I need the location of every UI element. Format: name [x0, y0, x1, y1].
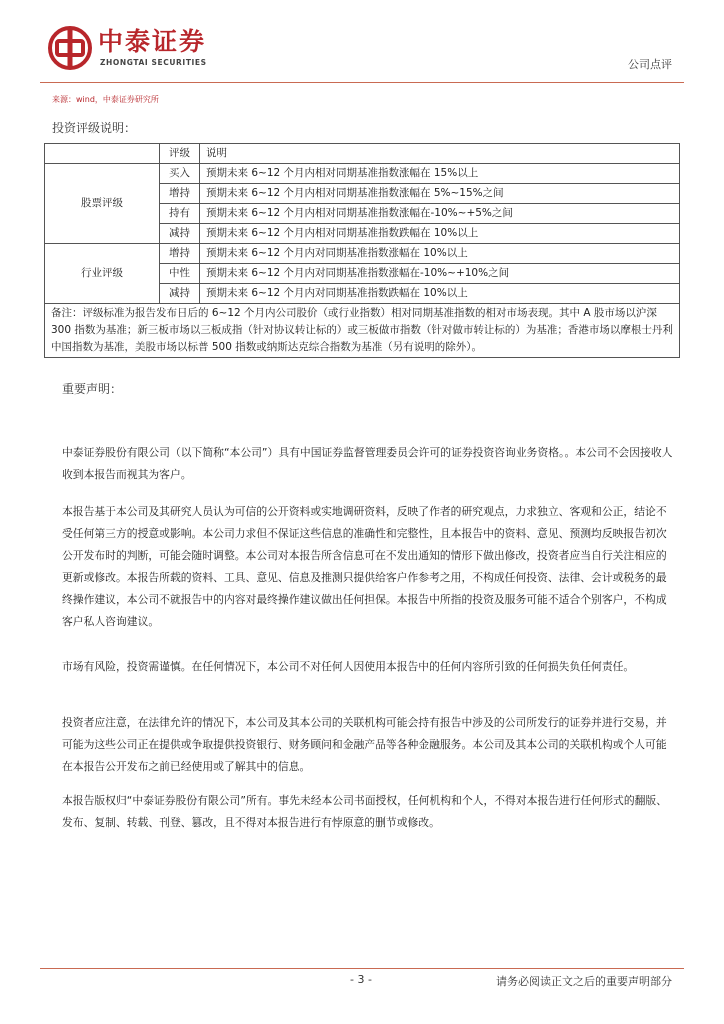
declaration-paragraph: 中泰证券股份有限公司（以下简称“本公司”）具有中国证券监督管理委员会许可的证券投资咨询业务资格。。本公司不会因接收人收到本报告而视其为客户。 [62, 446, 673, 481]
page-header [0, 0, 724, 86]
desc-cell: 预期未来 6~12 个月内相对同期基准指数涨幅在 5%~15%之间 [200, 184, 680, 204]
desc-cell: 预期未来 6~12 个月内相对同期基准指数跌幅在 10%以上 [200, 224, 680, 244]
declaration-paragraph: 本报告版权归“中泰证券股份有限公司”所有。事先未经本公司书面授权，任何机构和个人，不得对本报告进行任何形式的翻版、发布、复制、转载、刊登、篡改，且不得对本报告进行有悖原意的删节或修改。 [62, 794, 668, 829]
brand-name-cn: 中泰证券 [98, 27, 207, 56]
grade-cell: 减持 [160, 284, 200, 304]
source-note: 来源：wind，中泰证券研究所 [52, 95, 159, 104]
column-header-desc: 说明 [200, 144, 680, 164]
grade-cell: 增持 [160, 244, 200, 264]
rating-table [44, 143, 680, 358]
grade-cell: 中性 [160, 264, 200, 284]
table-corner-cell [45, 144, 160, 164]
table-note-row [45, 304, 680, 358]
document-type: 公司点评 [628, 58, 672, 71]
table-row [45, 164, 680, 184]
grade-cell: 买入 [160, 164, 200, 184]
stock-rating-label: 股票评级 [45, 164, 160, 244]
declaration-title: 重要声明： [62, 382, 123, 396]
declaration-paragraph: 投资者应注意，在法律允许的情况下，本公司及其本公司的关联机构可能会持有报告中涉及的公司所发行的证券并进行交易，并可能为这些公司正在提供或争取提供投资银行、财务顾问和金融产品等各种金融服务。本公司及其本公司的关联机构或个人可能在本报告公开发布之前已经使用或了解其中的信息。 [62, 716, 667, 773]
header-divider [40, 82, 684, 83]
industry-rating-label: 行业评级 [45, 244, 160, 304]
footer-disclaimer: 请务必阅读正文之后的重要声明部分 [496, 975, 672, 988]
column-header-grade: 评级 [160, 144, 200, 164]
grade-cell: 增持 [160, 184, 200, 204]
page-number: - 3 - [350, 973, 372, 986]
table-row [45, 244, 680, 264]
declaration-paragraph: 市场有风险，投资需谨慎。在任何情况下，本公司不对任何人因使用本报告中的任何内容所引致的任何损失负任何责任。 [62, 660, 635, 673]
rating-note: 备注：评级标准为报告发布日后的 6~12 个月内公司股价（或行业指数）相对同期基准指数的相对市场表现。其中 A 股市场以沪深 300 指数为基准；新三板市场以三板成指（针对协议转让标的）或三板做市指数（针对做市转让标的）为基准；香港市场以摩根士丹利中国指数为基准，美股市场以标普 500 指数或纳斯达克综合指数为基准（另有说明的除外）。 [45, 304, 680, 358]
desc-cell: 预期未来 6~12 个月内对同期基准指数跌幅在 10%以上 [200, 284, 680, 304]
desc-cell: 预期未来 6~12 个月内对同期基准指数涨幅在-10%~+10%之间 [200, 264, 680, 284]
rating-section-title: 投资评级说明： [52, 121, 137, 135]
desc-cell: 预期未来 6~12 个月内相对同期基准指数涨幅在 15%以上 [200, 164, 680, 184]
grade-cell: 持有 [160, 204, 200, 224]
desc-cell: 预期未来 6~12 个月内相对同期基准指数涨幅在-10%~+5%之间 [200, 204, 680, 224]
declaration-paragraph: 本报告基于本公司及其研究人员认为可信的公开资料或实地调研资料，反映了作者的研究观点，力求独立、客观和公正，结论不受任何第三方的授意或影响。本公司力求但不保证这些信息的准确性和完整性，且本报告中的资料、意见、预测均反映报告初次公开发布时的判断，可能会随时调整。本公司对本报告所含信息可在不发出通知的情形下做出修改，投资者应当自行关注相应的更新或修改。本报告所载的资料、工具、意见、信息及推测只提供给客户作参考之用，不构成任何投资、法律、会计或税务的最终操作建议，本公司不就报告中的内容对最终操作建议做出任何担保。本报告中所指的投资及服务可能不适合个别客户，不构成客户私人咨询建议。 [62, 505, 667, 628]
desc-cell: 预期未来 6~12 个月内对同期基准指数涨幅在 10%以上 [200, 244, 680, 264]
grade-cell: 减持 [160, 224, 200, 244]
table-header-row [45, 144, 680, 164]
footer-divider [40, 968, 684, 969]
brand-name-en: ZHONGTAI SECURITIES [100, 58, 207, 67]
zhongtai-logo-icon [48, 26, 92, 70]
